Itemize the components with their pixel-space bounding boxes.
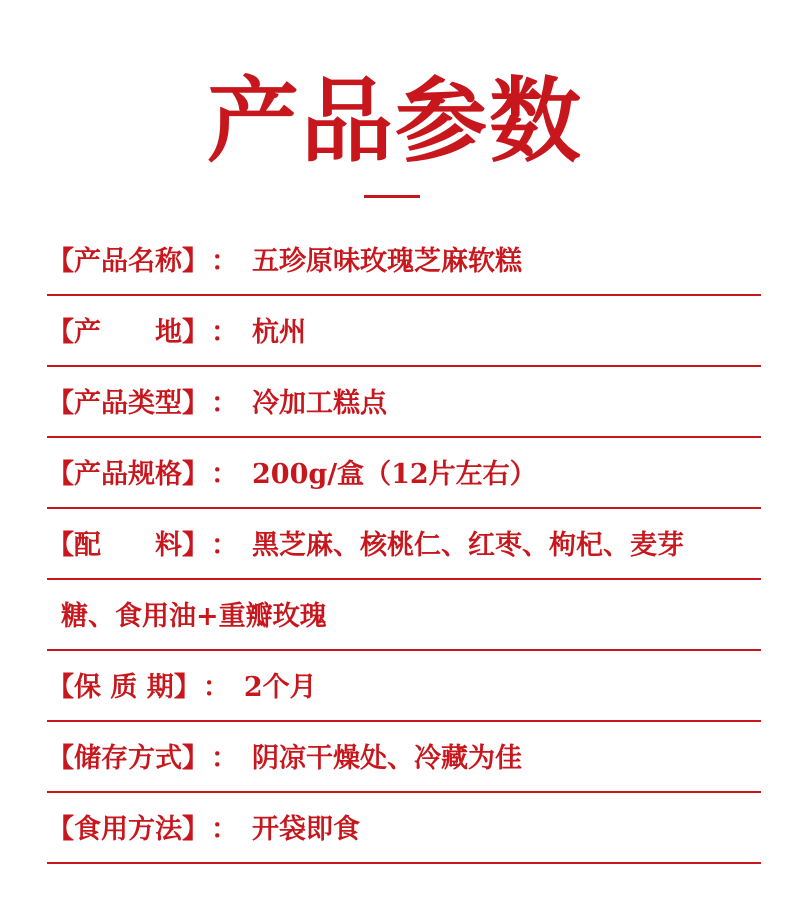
- param-label: 【食用方法】: [47, 814, 209, 845]
- param-value: 黑芝麻、核桃仁、红枣、枸杞、麦芽: [252, 530, 684, 561]
- param-row-usage: 【食用方法】： 开袋即食: [47, 793, 761, 864]
- title-underline: [364, 195, 420, 198]
- param-value: 糖、食用油+重瓣玫瑰: [61, 601, 327, 632]
- param-label: 【保 质 期】: [47, 672, 201, 703]
- param-label: 【产品类型】: [47, 388, 209, 419]
- param-label: 【储存方式】: [47, 743, 209, 774]
- param-row-shelf-life: 【保 质 期】： 2个月: [47, 651, 761, 722]
- param-label: 【产品名称】: [47, 246, 209, 277]
- param-row-product-type: 【产品类型】： 冷加工糕点: [47, 367, 761, 438]
- param-value: 2个月: [243, 672, 317, 703]
- parameter-list: [47, 225, 761, 864]
- param-label: 【配 料】: [47, 530, 209, 561]
- page-title: 产品参数: [206, 67, 583, 175]
- param-label: 【产品规格】: [47, 459, 209, 490]
- param-row-origin: 【产 地】： 杭州: [47, 296, 761, 367]
- param-value: 杭州: [252, 317, 306, 348]
- param-value: 开袋即食: [252, 814, 360, 845]
- param-value: 阴凉干燥处、冷藏为佳: [252, 743, 522, 774]
- param-label: 【产 地】: [47, 317, 209, 348]
- param-row-specification: 【产品规格】： 200g/盒（12片左右）: [47, 438, 761, 509]
- param-value: 五珍原味玫瑰芝麻软糕: [252, 246, 522, 277]
- param-row-storage: 【储存方式】： 阴凉干燥处、冷藏为佳: [47, 722, 761, 793]
- param-row-product-name: 【产品名称】： 五珍原味玫瑰芝麻软糕: [47, 225, 761, 296]
- param-row-ingredients: 【配 料】： 黑芝麻、核桃仁、红枣、枸杞、麦芽: [47, 509, 761, 580]
- param-row-ingredients-continued: [47, 580, 761, 651]
- param-value: 冷加工糕点: [252, 388, 387, 419]
- param-value: 200g/盒（12片左右）: [252, 459, 537, 490]
